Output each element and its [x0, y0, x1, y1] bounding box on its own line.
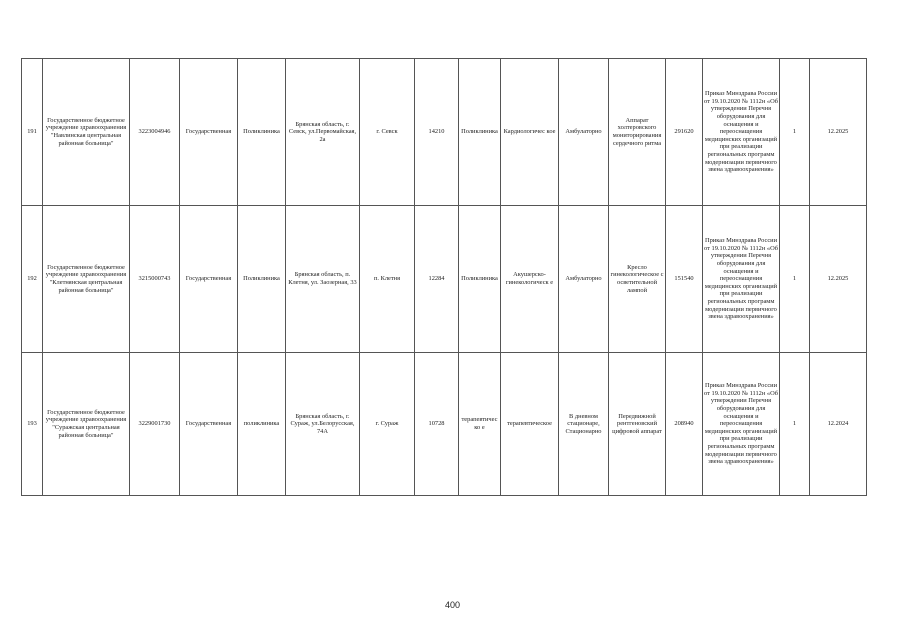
ownership: Государственная: [180, 353, 238, 496]
period: 12.2025: [810, 206, 867, 353]
table-row: [22, 59, 867, 206]
ownership: Государственная: [180, 59, 238, 206]
department: Кардиологичес кое: [501, 59, 559, 206]
unit: Поликлиника: [459, 206, 501, 353]
department: терапевтическое: [501, 353, 559, 496]
care-form: Амбулаторно: [559, 59, 609, 206]
facility-type: поликлиника: [238, 353, 286, 496]
town: п. Клетня: [360, 206, 415, 353]
population: 12284: [415, 206, 459, 353]
page-number: 400: [444, 600, 461, 610]
department: Акушерско-гинекологическ е: [501, 206, 559, 353]
town: г. Севск: [360, 59, 415, 206]
legal-basis: Приказ Минздрава России от 19.10.2020 № 1112н «Об утверждении Перечня оборудования для оснащения и переоснащения медицинских организаций при реализации региональных программ модернизации первичного звена здравоохранения»: [703, 206, 780, 353]
quantity: 1: [780, 59, 810, 206]
facility-type: Поликлиника: [238, 206, 286, 353]
unit: Поликлиника: [459, 59, 501, 206]
inn: 3229001730: [130, 353, 180, 496]
equipment: Кресло гинекологическое с осветительной лампой: [609, 206, 666, 353]
institution-name: Государственное бюджетное учреждение здравоохранения "Суражская центральная районная больница": [43, 353, 130, 496]
equipment-code: 291620: [666, 59, 703, 206]
row-number: 193: [22, 353, 43, 496]
period: 12.2025: [810, 59, 867, 206]
population: 14210: [415, 59, 459, 206]
inn: 3223004946: [130, 59, 180, 206]
care-form: Амбулаторно: [559, 206, 609, 353]
equipment-register-table: [21, 58, 867, 496]
legal-basis: Приказ Минздрава России от 19.10.2020 № 1112н «Об утверждении Перечня оборудования для оснащения и переоснащения медицинских организаций при реализации региональных программ модернизации первичного звена здравоохранения»: [703, 353, 780, 496]
period: 12.2024: [810, 353, 867, 496]
row-number: 191: [22, 59, 43, 206]
address: Брянская область, г. Севск, ул.Первомайская, 2а: [286, 59, 360, 206]
address: Брянская область, п. Клетня, ул. Заозерная, 33: [286, 206, 360, 353]
care-form: В дневном стационаре, Стационарно: [559, 353, 609, 496]
institution-name: Государственное бюджетное учреждение здравоохранения "Навлинская центральная районная больница": [43, 59, 130, 206]
legal-basis: Приказ Минздрава России от 19.10.2020 № 1112н «Об утверждении Перечня оборудования для оснащения и переоснащения медицинских организаций при реализации региональных программ модернизации первичного звена здравоохранения»: [703, 59, 780, 206]
equipment: Передвижной рентгеновский цифровой аппарат: [609, 353, 666, 496]
population: 10728: [415, 353, 459, 496]
quantity: 1: [780, 206, 810, 353]
address: Брянская область, г. Сураж, ул.Белорусская, 74А: [286, 353, 360, 496]
table-row: [22, 353, 867, 496]
ownership: Государственная: [180, 206, 238, 353]
unit: терапевтическо е: [459, 353, 501, 496]
equipment-code: 208940: [666, 353, 703, 496]
equipment-code: 151540: [666, 206, 703, 353]
table-row: [22, 206, 867, 353]
quantity: 1: [780, 353, 810, 496]
equipment: Аппарат холтеровского мониторирования сердечного ритма: [609, 59, 666, 206]
inn: 3215000743: [130, 206, 180, 353]
facility-type: Поликлиника: [238, 59, 286, 206]
row-number: 192: [22, 206, 43, 353]
institution-name: Государственное бюджетное учреждение здравоохранения "Клетнянская центральная районная больница": [43, 206, 130, 353]
town: г. Сураж: [360, 353, 415, 496]
